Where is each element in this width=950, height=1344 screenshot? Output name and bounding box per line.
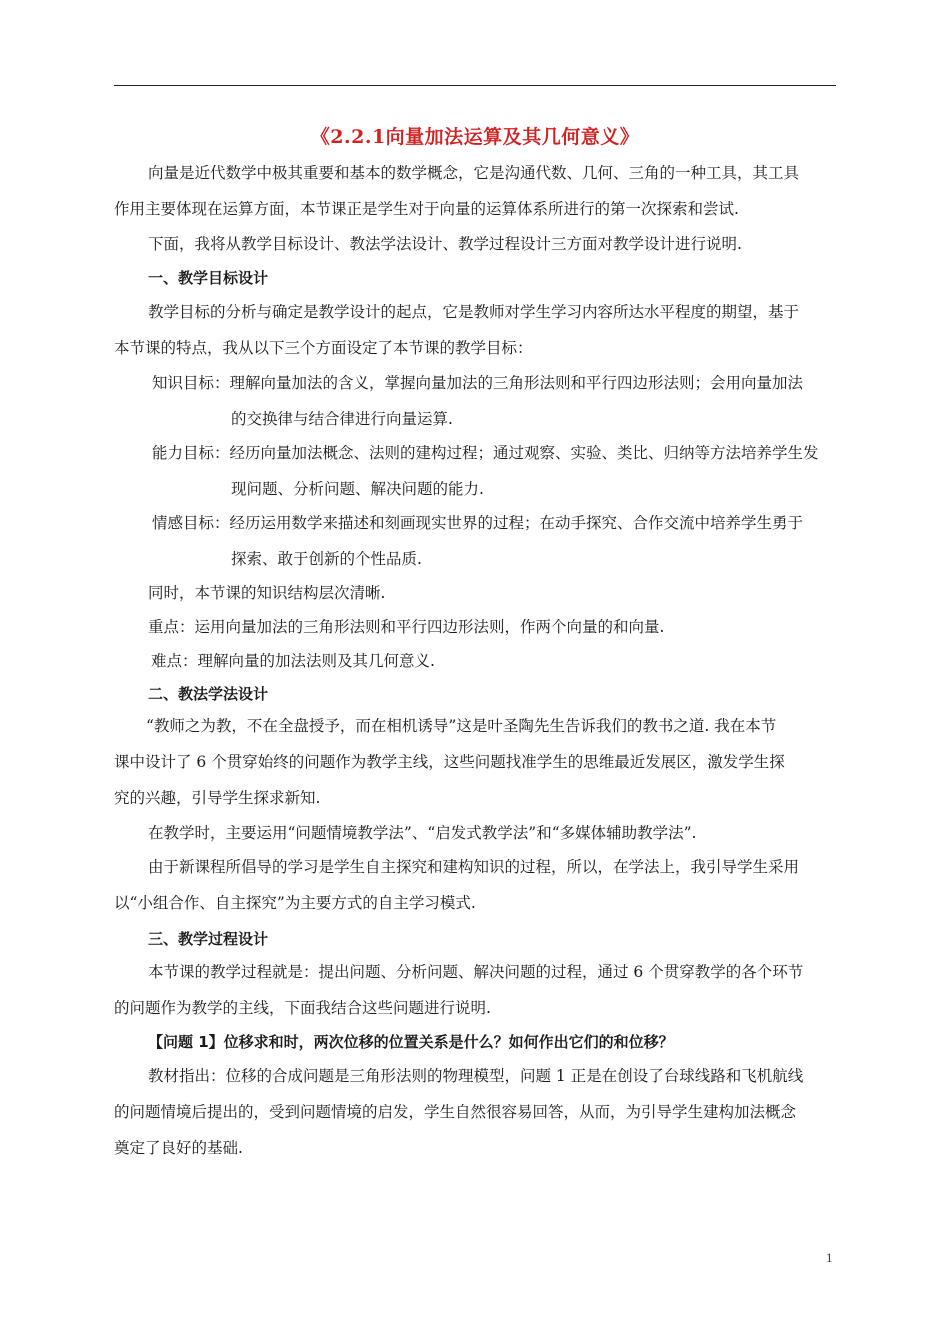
key-point-line: 重点：运用向量加法的三角形法则和平行四边形法则，作两个向量的和向量. xyxy=(148,618,665,636)
paragraph-line: “教师之为教，不在全盘授予，而在相机诱导”这是叶圣陶先生告诉我们的教书之道. 我在本节 xyxy=(146,717,777,735)
section-heading: 二、教法学法设计 xyxy=(148,685,269,703)
paragraph-line: 以“小组合作、自主探究”为主要方式的自主学习模式. xyxy=(114,894,476,912)
paragraph-line: 作用主要体现在运算方面，本节课正是学生对于向量的运算体系所进行的第一次探索和尝试. xyxy=(114,200,739,218)
section-heading: 三、教学过程设计 xyxy=(148,930,269,948)
header-rule xyxy=(114,85,836,86)
difficulty-line: 难点：理解向量的加法法则及其几何意义. xyxy=(151,652,435,670)
objective-line: 探索、敢于创新的个性品质. xyxy=(231,550,422,568)
objective-line: 能力目标：经历向量加法概念、法则的建构过程；通过观察、实验、类比、归纳等方法培养学生发 xyxy=(152,444,819,462)
paragraph-line: 的问题情境后提出的，受到问题情境的启发，学生自然很容易回答，从而，为引导学生建构加法概念 xyxy=(114,1103,797,1121)
paragraph-line: 同时，本节课的知识结构层次清晰. xyxy=(148,584,386,602)
objective-line: 知识目标：理解向量加法的含义，掌握向量加法的三角形法则和平行四边形法则；会用向量加法 xyxy=(152,374,804,392)
paragraph-line: 教材指出：位移的合成问题是三角形法则的物理模型，问题 1 正是在创设了台球线路和飞机航线 xyxy=(148,1067,804,1085)
paragraph-line: 下面，我将从教学目标设计、教法学法设计、教学过程设计三方面对教学设计进行说明. xyxy=(148,235,742,253)
document-title: 《2.2.1向量加法运算及其几何意义》 xyxy=(310,126,640,148)
paragraph-line: 本节课的特点，我从以下三个方面设定了本节课的教学目标： xyxy=(114,339,533,357)
paragraph-line: 教学目标的分析与确定是教学设计的起点，它是教师对学生学习内容所达水平程度的期望，基于 xyxy=(148,303,800,321)
page-number: 1 xyxy=(826,1250,833,1265)
paragraph-line: 究的兴趣，引导学生探求新知. xyxy=(114,789,321,807)
paragraph-line: 的问题作为教学的主线，下面我结合这些问题进行说明. xyxy=(114,999,491,1017)
objective-line: 的交换律与结合律进行向量运算. xyxy=(231,410,453,428)
question-heading: 【问题 1】位移求和时，两次位移的位置关系是什么？如何作出它们的和位移？ xyxy=(148,1033,674,1051)
paragraph-line: 课中设计了 6 个贯穿始终的问题作为教学主线，这些问题找准学生的思维最近发展区，激发学生探 xyxy=(114,753,785,771)
paragraph-line: 向量是近代数学中极其重要和基本的数学概念，它是沟通代数、几何、三角的一种工具，其工具 xyxy=(148,164,800,182)
paragraph-line: 本节课的教学过程就是：提出问题、分析问题、解决问题的过程，通过 6 个贯穿教学的各个环节 xyxy=(148,963,804,981)
objective-line: 现问题、分析问题、解决问题的能力. xyxy=(231,480,484,498)
objective-line: 情感目标：经历运用数学来描述和刻画现实世界的过程；在动手探究、合作交流中培养学生勇于 xyxy=(152,514,804,532)
section-heading: 一、教学目标设计 xyxy=(148,269,269,287)
paragraph-line: 由于新课程所倡导的学习是学生自主探究和建构知识的过程，所以，在学法上，我引导学生采用 xyxy=(148,858,800,876)
paragraph-line: 在教学时，主要运用“问题情境教学法”、“启发式教学法”和“多媒体辅助教学法”. xyxy=(148,824,697,842)
paragraph-line: 奠定了良好的基础. xyxy=(114,1139,243,1157)
